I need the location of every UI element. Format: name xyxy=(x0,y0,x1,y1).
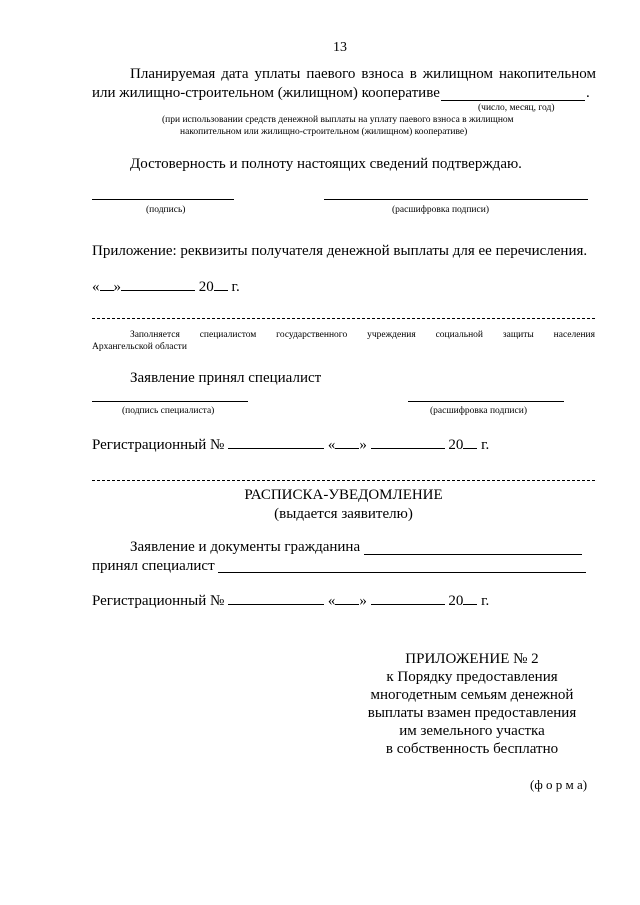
appendix-text: Приложение: реквизиты получателя денежной выплаты для ее перечисления. xyxy=(92,243,588,259)
specialist-signature-field[interactable] xyxy=(92,401,248,402)
planned-date-usage-hint-2: накопительном или жилищно-строительном (жилищном) кооперативе) xyxy=(180,127,468,137)
registration-year-prefix-2: 20 xyxy=(448,593,464,609)
registration-open-quote-2: « xyxy=(327,593,336,609)
registration-day-field[interactable] xyxy=(335,436,359,449)
specialist-signature-label: (подпись специалиста) xyxy=(122,406,215,416)
month-field[interactable] xyxy=(121,278,195,291)
citizen-name-field[interactable] xyxy=(364,554,582,555)
receipt-subtitle: (выдается заявителю) xyxy=(274,506,413,522)
appendix2-line-3: выплаты взамен предоставления xyxy=(367,705,577,721)
signature-field[interactable] xyxy=(92,199,234,200)
registration-year-suffix: г. xyxy=(477,437,490,453)
year-prefix: 20 xyxy=(198,279,214,295)
registration-year-suffix-2: г. xyxy=(477,593,490,609)
registration-month-field[interactable] xyxy=(371,436,445,449)
registration-close-quote: » xyxy=(359,437,367,453)
registration-year-prefix: 20 xyxy=(448,437,464,453)
registration-year-field[interactable] xyxy=(463,436,477,449)
separator-dashed-2 xyxy=(92,480,595,481)
specialist-decode-label: (расшифровка подписи) xyxy=(430,406,527,416)
registration-year-field-2[interactable] xyxy=(463,592,477,605)
receipt-line2: принял специалист xyxy=(92,558,215,574)
date-open-quote: « xyxy=(92,279,100,295)
registration-line-2 xyxy=(92,592,489,610)
signature-decode-field[interactable] xyxy=(324,199,588,200)
day-field[interactable] xyxy=(100,278,114,291)
registration-open-quote: « xyxy=(327,437,336,453)
appendix2-line-4: им земельного участка xyxy=(399,723,545,739)
registration-label: Регистрационный № xyxy=(92,437,225,453)
registration-close-quote-2: » xyxy=(359,593,367,609)
registration-number-field[interactable] xyxy=(228,436,324,449)
appendix2-line-2: многодетным семьям денежной xyxy=(370,687,574,703)
registration-number-field-2[interactable] xyxy=(228,592,324,605)
appendix2-line-5: в собственность бесплатно xyxy=(385,741,559,757)
planned-date-line1: Планируемая дата уплаты паевого взноса в жилищном накопительном xyxy=(130,66,596,82)
signature-decode-label: (расшифровка подписи) xyxy=(392,205,489,215)
date-close-quote: » xyxy=(113,279,121,295)
date-line xyxy=(92,278,240,296)
planned-date-period: . xyxy=(586,85,590,101)
registration-day-field-2[interactable] xyxy=(335,592,359,605)
receipt-specialist-field[interactable] xyxy=(218,572,586,573)
registration-line-1 xyxy=(92,436,489,454)
page-number: 13 xyxy=(333,40,347,55)
appendix2-block xyxy=(352,650,592,758)
planned-date-hint: (число, месяц, год) xyxy=(478,103,555,113)
specialist-decode-field[interactable] xyxy=(408,401,564,402)
planned-date-line2: или жилищно-строительном (жилищном) кооперативе xyxy=(92,85,440,101)
registration-month-field-2[interactable] xyxy=(371,592,445,605)
year-field[interactable] xyxy=(214,278,228,291)
registration-label-2: Регистрационный № xyxy=(92,593,225,609)
receipt-line1: Заявление и документы гражданина xyxy=(130,539,361,555)
planned-date-usage-hint-1: (при использовании средств денежной выплаты на уплату паевого взноса в жилищном xyxy=(162,115,514,125)
receipt-title: РАСПИСКА-УВЕДОМЛЕНИЕ xyxy=(244,487,443,503)
signature-label: (подпись) xyxy=(146,205,186,215)
year-suffix: г. xyxy=(227,279,240,295)
appendix2-title: ПРИЛОЖЕНИЕ № 2 xyxy=(405,651,539,667)
appendix2-line-1: к Порядку предоставления xyxy=(386,669,558,685)
confirmation-text: Достоверность и полноту настоящих сведений подтверждаю. xyxy=(130,156,522,172)
accepted-text: Заявление принял специалист xyxy=(130,370,322,386)
form-label: (ф о р м а) xyxy=(530,777,588,792)
specialist-note-line1: Заполняется специалистом государственного учреждения социальной защиты населения xyxy=(130,330,595,340)
specialist-note-line2: Архангельской области xyxy=(92,342,187,352)
planned-date-field[interactable] xyxy=(441,100,585,101)
separator-dashed xyxy=(92,318,595,319)
